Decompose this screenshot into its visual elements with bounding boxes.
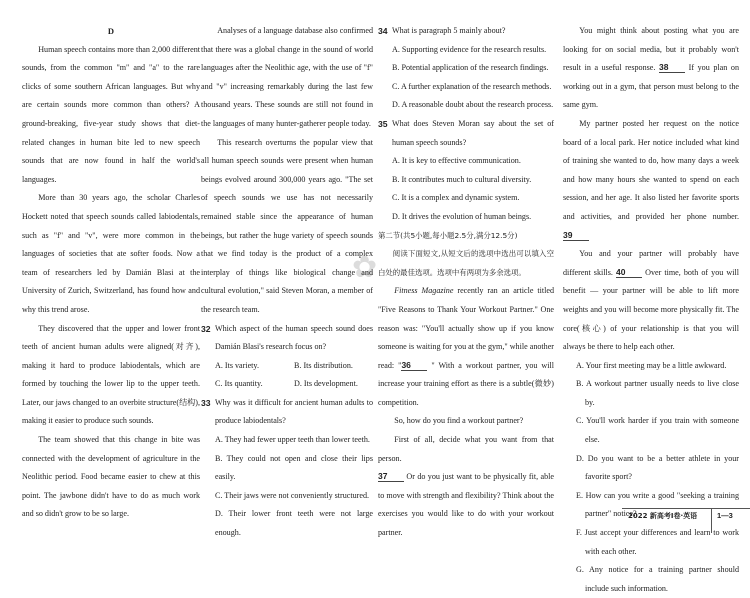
option[interactable]: E. How can you write a good "seeking a training partner" notice?: [576, 490, 739, 519]
paragraph: [563, 115, 739, 245]
section-instruction: 阅读下面短文,从短文后的选项中选出可以填入空白处的最佳选项。选项中有两项为多余选项。: [378, 249, 554, 277]
question-number: 32: [201, 323, 211, 334]
paragraph: [378, 468, 554, 542]
column-3: [378, 22, 554, 543]
option[interactable]: C. It is a complex and dynamic system.: [392, 193, 520, 203]
paragraph: They discovered that the upper and lower front teeth of ancient human adults were aligned(对齐), making it hard to produce labiodentals, which are formed by touching the lower lip to the upper teeth. Later, our jaws changed to an overbite structure(结构), making it easier to produce such sounds.: [22, 323, 200, 426]
footer-divider: [622, 508, 750, 509]
question-32: [201, 320, 373, 357]
magazine-name: Fitness Magazine: [394, 286, 454, 296]
passage-heading: D: [107, 26, 115, 36]
paragraph: [563, 245, 739, 357]
footer-separator: [711, 508, 712, 533]
option[interactable]: B. Its distribution.: [294, 360, 353, 370]
text: If you plan on working out in a gym, that person must belong to the same gym.: [563, 63, 739, 110]
question-text: What is paragraph 5 mainly about?: [392, 26, 506, 35]
option[interactable]: A. They had fewer upper teeth than lower teeth.: [215, 435, 370, 445]
question-text: Why was it difficult for ancient human adults to produce labiodentals?: [215, 397, 373, 426]
option[interactable]: B. Potential application of the research findings.: [392, 63, 549, 73]
blank-37[interactable]: 37: [378, 472, 404, 482]
option[interactable]: A. Your first meeting may be a little awkward.: [576, 360, 727, 370]
option[interactable]: D. A reasonable doubt about the research process.: [392, 100, 554, 110]
section-title: 第二节(共5小题,每小题2.5分,满分12.5分): [378, 230, 518, 240]
question-35: [378, 115, 554, 152]
question-number: 35: [378, 118, 388, 129]
paragraph: Human speech contains more than 2,000 different sounds, from the common "m" and "a" to the rare clicks of some southern African languages. But why are certain sounds more common than others? A ground-breaking, five-year study shows that diet-related changes in human bite led to new speech sounds that are now found in half the world's languages.: [22, 44, 200, 184]
text: Over time, both of you will benefit — your partner will be able to lift more weights and you will become more physically fit. The core(核心) of your relationship is that you will always be there to help each other.: [563, 267, 739, 352]
option[interactable]: B. They could not open and close their lips easily.: [215, 453, 373, 482]
seal-watermark: ✿: [352, 250, 378, 285]
page-number: 1—3: [717, 511, 733, 520]
option[interactable]: B. A workout partner usually needs to live close by.: [576, 379, 739, 407]
paragraph: This research overturns the popular view that all human speech sounds were present when human beings evolved around 300,000 years ago. "The set of speech sounds we use has not necessarily remained stable since the appearance of human beings, but rather the huge variety of speech sounds that we find today is the product of a complex interplay of things like biological change and cultural evolution," said Steven Moran, a member of the research team.: [201, 137, 373, 314]
paragraph: More than 30 years ago, the scholar Charles Hockett noted that speech sounds called labiodentals, such as "f" and "v", were more common in the languages of societies that ate softer foods. Now a team of researchers led by Damián Blasi at the University of Zurich, Switzerland, has found how and why this trend arose.: [22, 193, 200, 314]
paragraph: First of all, decide what you want from that person.: [378, 435, 554, 463]
blank-38[interactable]: 38: [659, 63, 685, 73]
option[interactable]: C. You'll work harder if you train with someone else.: [576, 416, 739, 445]
question-34: [378, 22, 554, 41]
option[interactable]: F. Just accept your differences and learn to work with each other.: [576, 528, 739, 556]
footer-title: 2022 新高考Ⅰ卷·英语: [628, 512, 698, 520]
option[interactable]: A. It is key to effective communication.: [392, 156, 521, 166]
column-1: [22, 22, 200, 524]
text: My partner posted her request on the notice board of a local park. Her notice included what kind of training she wanted to do, how many days a week and how many hours she wanted to spend on each session, and her age. It also listed her favorite sports and activities, and provided her phone number.: [563, 118, 739, 221]
paragraph: So, how do you find a workout partner?: [394, 416, 524, 426]
options-row: [201, 357, 373, 376]
question-text: Which aspect of the human speech sound does Damián Blasi's research focus on?: [215, 323, 373, 352]
column-2: [201, 22, 373, 543]
text: You and your partner will probably have different skills.: [563, 249, 739, 277]
option[interactable]: D. Their lower front teeth were not large enough.: [215, 509, 373, 538]
option[interactable]: A. Supporting evidence for the research results.: [392, 44, 547, 54]
text: Or do you just want to be physically fit, able to move with strength and flexibility? Think about the exercises you would like to do with your workout partner.: [378, 472, 554, 538]
option[interactable]: C. Their jaws were not conveniently structured.: [215, 490, 370, 500]
question-number: 34: [378, 26, 388, 36]
text: " With a workout partner, you will increase your training effort as there is a subtle(微妙) competition.: [378, 360, 554, 407]
option[interactable]: C. A further explanation of the research methods.: [392, 81, 552, 91]
options-row: [201, 375, 373, 394]
blank-40[interactable]: 40: [616, 268, 642, 278]
blank-39[interactable]: 39: [563, 231, 589, 241]
option[interactable]: D. Its development.: [294, 379, 358, 389]
question-33: [201, 394, 373, 431]
paragraph: The team showed that this change in bite was connected with the development of agriculture in the Neolithic period. Food became easier to chew at this point. The jawbone didn't have to do as much work and so didn't grow to be so large.: [22, 435, 200, 519]
paragraph: Analyses of a language database also confirmed that there was a global change in the sound of world languages after the Neolithic age, with the use of "f" and "v" increasing remarkably during the last few thousand years. These sounds are still not found in the languages of many hunter-gatherer people today.: [201, 26, 373, 128]
text: recently ran an article titled "Five Reasons to Thank Your Workout Partner." One reason was: "You'll actually show up if you know someone is waiting for you at the gym," while another read: ": [378, 286, 555, 370]
option[interactable]: A. Its variety.: [215, 360, 259, 370]
option[interactable]: D. Do you want to be a better athlete in your favorite sport?: [576, 453, 739, 482]
blank-36[interactable]: 36: [401, 361, 427, 371]
question-number: 33: [201, 397, 211, 408]
paragraph: [563, 22, 739, 115]
option[interactable]: G. Any notice for a training partner should include such information.: [576, 565, 739, 593]
text: You might think about posting what you are looking for on social media, but it probably won't result in a useful response.: [563, 26, 739, 73]
paragraph: [378, 282, 554, 412]
option[interactable]: B. It contributes much to cultural diversity.: [392, 174, 532, 184]
option[interactable]: D. It drives the evolution of human beings.: [392, 211, 532, 221]
question-text: What does Steven Moran say about the set of human speech sounds?: [392, 118, 554, 147]
option[interactable]: C. Its quantity.: [215, 379, 263, 389]
